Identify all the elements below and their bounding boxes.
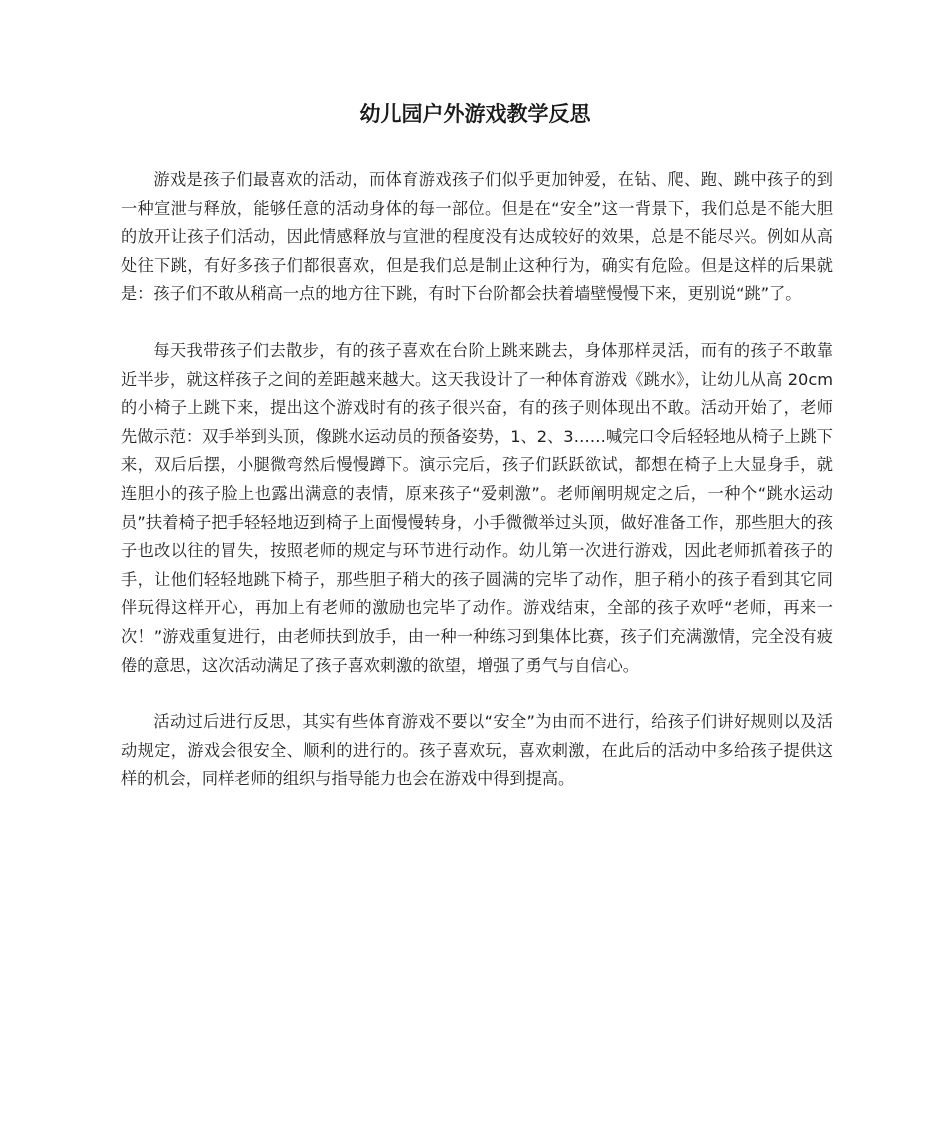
document-body — [121, 166, 833, 822]
paragraph-2: 每天我带孩子们去散步，有的孩子喜欢在台阶上跳来跳去，身体那样灵活，而有的孩子不敢靠近半步，就这样孩子之间的差距越来越大。这天我设计了一种体育游戏《跳水》，让幼儿从高 20cm 的小椅子上跳下来，提出这个游戏时有的孩子很兴奋，有的孩子则体现出不敢。活动开始了，老师先做示范：双手举到头顶，像跳水运动员的预备姿势，1、2、3……喊完口令后轻轻地从椅子上跳下来，双后后摆，小腿微弯然后慢慢蹲下。演示完后，孩子们跃跃欲试，都想在椅子上大显身手，就连胆小的孩子脸上也露出满意的表情，原来孩子“爱刺激”。老师阐明规定之后，一种个“跳水运动员”扶着椅子把手轻轻地迈到椅子上面慢慢转身，小手微微举过头顶，做好准备工作，那些胆大的孩子也改以往的冒失，按照老师的规定与环节进行动作。幼儿第一次进行游戏，因此老师抓着孩子的手，让他们轻轻地跳下椅子，那些胆子稍大的孩子圆满的完毕了动作，胆子稍小的孩子看到其它同伴玩得这样开心，再加上有老师的激励也完毕了动作。游戏结束，全部的孩子欢呼“老师，再来一次！”游戏重复进行，由老师扶到放手，由一种一种练习到集体比赛，孩子们充满激情，完全没有疲倦的意思，这次活动满足了孩子喜欢刺激的欲望，增强了勇气与自信心。 — [121, 340, 833, 675]
paragraph-1: 游戏是孩子们最喜欢的活动，而体育游戏孩子们似乎更加钟爱，在钻、爬、跑、跳中孩子的到一种宣泄与释放，能够任意的活动身体的每一部位。但是在“安全”这一背景下，我们总是不能大胆的放开让孩子们活动，因此情感释放与宣泄的程度没有达成较好的效果，总是不能尽兴。例如从高处往下跳，有好多孩子们都很喜欢，但是我们总是制止这种行为，确实有危险。但是这样的后果就是：孩子们不敢从稍高一点的地方往下跳，有时下台阶都会扶着墙壁慢慢下来，更别说“跳”了。 — [121, 170, 833, 304]
paragraph-3: 活动过后进行反思，其实有些体育游戏不要以“安全”为由而不进行，给孩子们讲好规则以及活动规定，游戏会很安全、顺利的进行的。孩子喜欢玩，喜欢刺激，在此后的活动中多给孩子提供这样的机会，同样老师的组织与指导能力也会在游戏中得到提高。 — [121, 712, 833, 789]
document-title: 幼儿园户外游戏教学反思 — [359, 102, 591, 126]
